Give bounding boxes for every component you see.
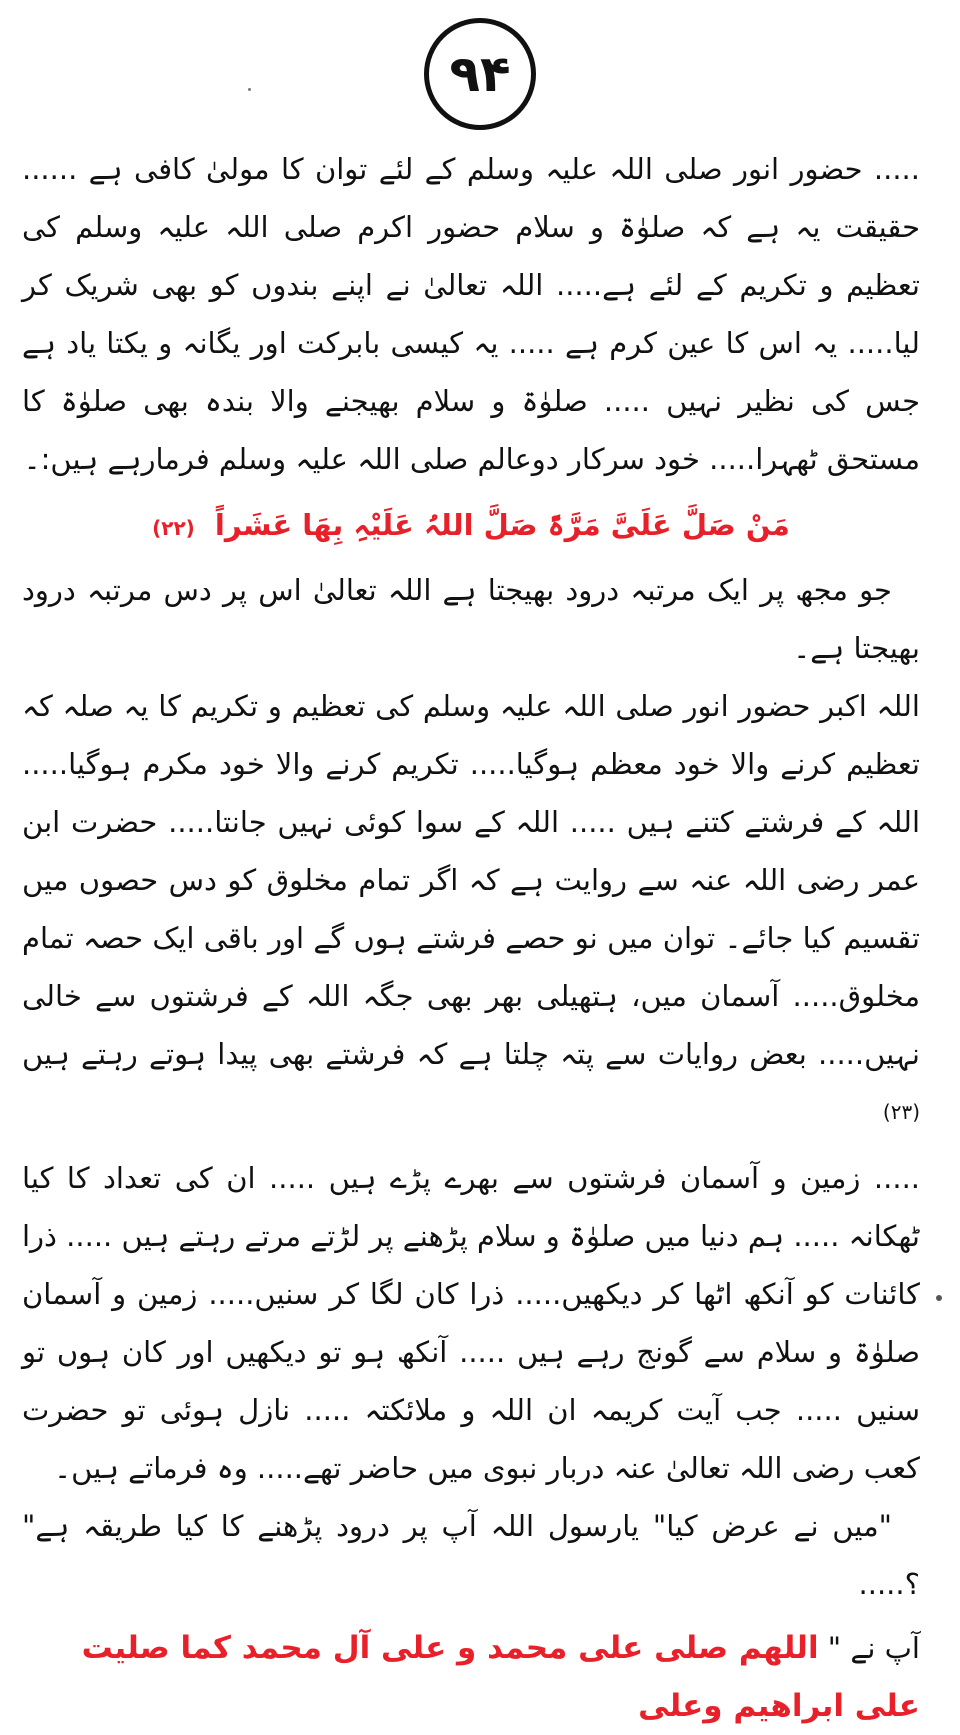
paragraph-heavens: ..... زمین و آسمان فرشتوں سے بھرے پڑے ہیں ..... ان کی تعداد کا کیا ٹھکانہ ..... ہم دنیا میں صلوٰۃ و سلام پڑھنے پر لڑتے مرتے رہتے ہیں ..... ذرا کائنات کو آنکھ اٹھا کر دیکھیں..... ذرا کان لگا کر سنیں..... زمین و آسمان صلوٰۃ و سلام سے گونج رہے ہیں ..... آنکھ ہو تو دیکھیں اور کان ہوں تو سنیں ..... جب آیت کریمہ ان اللہ و ملائکتہ ..... نازل ہوئی تو حضرت کعب رضی اللہ تعالیٰ عنہ دربار نبوی میں حاضر تھے..... وہ فرماتے ہیں۔ bbox=[21, 1160, 920, 1485]
page-number: ۹۴ bbox=[449, 45, 511, 103]
paragraph-question: "میں نے عرض کیا" یارسول اللہ آپ پر درود پڑھنے کا کیا طریقہ ہے" ؟..... bbox=[22, 1508, 920, 1601]
paragraph-translation: جو مجھ پر ایک مرتبہ درود بھیجتا ہے اللہ تعالیٰ اس پر دس مرتبہ درود بھیجتا ہے۔ bbox=[22, 573, 920, 665]
paragraph-angels-text: اللہ اکبر حضور انور صلی اللہ علیہ وسلم کی تعظیم و تکریم کا یہ صلہ کہ تعظیم کرنے والا خود معظم ہوگیا..... تکریم کرنے والا خود مکرم ہوگیا..... اللہ کے فرشتے کتنے ہیں ..... اللہ کے سوا کوئی نہیں جانتا..... حضرت ابن عمر رضی اللہ عنہ سے روایت ہے کہ اگر تمام مخلوق کو دس حصوں میں تقسیم کیا جائے۔ توان میں نو حصے فرشتے ہوں گے اور باقی ایک حصہ تمام مخلوق..... آسمان میں، ہتھیلی بھر بھی جگہ اللہ کے فرشتوں سے خالی نہیں..... بعض روایات سے پتہ چلتا ہے کہ فرشتے بھی پیدا ہوتے رہتے ہیں bbox=[22, 689, 920, 1071]
durood-ibrahimi-text: اللھم صلی علی محمد و علی آل محمد کما صلیت علی ابراھیم وعلی bbox=[81, 1629, 920, 1724]
margin-dot bbox=[936, 1295, 942, 1301]
paragraph-angels bbox=[22, 677, 920, 1149]
hadith-arabic-text: مَنْ صَلَّ عَلَیَّ مَرَّۃً صَلَّ اللہُ عَلَیْہِ بِھَا عَشَراً bbox=[214, 508, 790, 542]
scan-speck bbox=[248, 88, 251, 91]
page-number-circle bbox=[424, 18, 536, 130]
paragraph-intro: ..... حضور انور صلی اللہ علیہ وسلم کے لئے توان کا مولیٰ کافی ہے ...... حقیقت یہ ہے کہ صلوٰۃ و سلام حضور اکرم صلی اللہ علیہ وسلم کی تعظیم و تکریم کے لئے ہے..... اللہ تعالیٰ نے اپنے بندوں کو بھی شریک کر لیا..... یہ اس کا عین کرم ہے ..... یہ کیسی بابرکت اور یگانہ و یکتا یاد ہے جس کی نظیر نہیں ..... صلوٰۃ و سلام بھیجنے والا بندہ بھی صلوٰۃ کا مستحق ٹھہرا..... خود سرکار دوعالم صلی اللہ علیہ وسلم فرمارہے ہیں:۔ bbox=[22, 152, 920, 476]
hadith-footnote-ref: (۲۲) bbox=[152, 516, 195, 540]
paragraph-durood bbox=[22, 1619, 920, 1735]
hadith-arabic-quote bbox=[22, 496, 920, 557]
text-body bbox=[22, 140, 920, 1735]
footnote-ref-23: (۲۳) bbox=[882, 1100, 920, 1124]
durood-prefix: آپ نے " bbox=[827, 1630, 920, 1665]
